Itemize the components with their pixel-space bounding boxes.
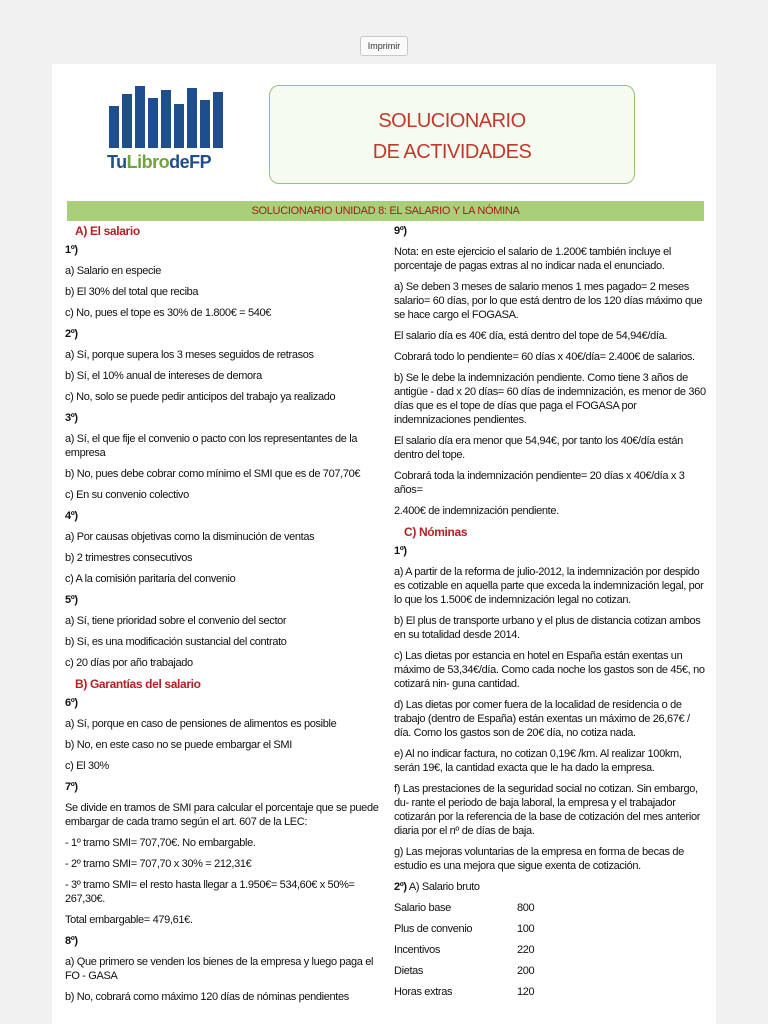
table-row: Horas extras 120 [394, 986, 535, 998]
table-row: Plus de convenio 100 [394, 923, 535, 935]
answer: a) A partir de la reforma de julio-2012, la indemnización por despido es cotizable en aquella parte que exceda la indemnización legal, por lo que los 1.500€ de indemnización legal no cotizan. [394, 566, 704, 606]
print-button[interactable]: Imprimir [360, 36, 408, 56]
answer: Total embargable= 479,61€. [65, 914, 193, 926]
answer: c) A la comisión paritaria del convenio [65, 573, 236, 585]
answer: d) Las dietas por comer fuera de la localidad de residencia o de trabajo (dentro de España) están exentas un máximo de 26,67€ / día. Como los gastos son de 20€ día, no cotiza nada. [394, 699, 690, 739]
question-heading: 5º) [65, 594, 78, 606]
answer: c) No, solo se puede pedir anticipos del trabajo ya realizado [65, 391, 336, 403]
answer: a) Que primero se venden los bienes de la empresa y luego paga el FO - GASA [65, 956, 374, 982]
answer: b) No, cobrará como máximo 120 días de nóminas pendientes [65, 991, 349, 1003]
answer: Cobrará toda la indemnización pendiente= 20 días x 40€/día x 3 años= [394, 470, 685, 496]
question-heading: 9º) [394, 225, 407, 237]
answer: b) No, pues debe cobrar como mínimo el SMI que es de 707,70€ [65, 468, 361, 480]
question-heading: 4º) [65, 510, 78, 522]
logo-wordmark: TuLibrodeFP [107, 152, 212, 172]
answer: a) Por causas objetivas como la disminución de ventas [65, 531, 315, 543]
title-line-2: DE ACTIVIDADES [372, 141, 532, 163]
answer: a) Salario en especie [65, 265, 161, 277]
question-heading: 2º) [65, 328, 78, 340]
answer: Nota: en este ejercicio el salario de 1.200€ también incluye el porcentaje de pagas extras al no indicar nada el enunciado. [394, 246, 671, 272]
answer: c) El 30% [65, 760, 109, 772]
salary-table [394, 901, 534, 1006]
answer: - 3º tramo SMI= el resto hasta llegar a 1.950€= 534,60€ x 50%= 267,30€. [65, 879, 355, 905]
books-logo-icon [107, 84, 231, 148]
answer: c) No, pues el tope es 30% de 1.800€ = 540€ [65, 307, 272, 319]
section-b-heading: B) Garantías del salario [75, 677, 201, 691]
section-a-heading: A) El salario [75, 224, 140, 238]
answer: b) Sí, el 10% anual de intereses de demora [65, 370, 262, 382]
question-heading: 7º) [65, 781, 78, 793]
unit-banner: SOLUCIONARIO UNIDAD 8: EL SALARIO Y LA NÓMINA [67, 201, 704, 221]
answer: a) Sí, porque en caso de pensiones de alimentos es posible [65, 718, 337, 730]
question-heading-2: 2º) A) Salario bruto [394, 881, 480, 893]
question-heading: 8º) [65, 935, 78, 947]
table-row: Dietas 200 [394, 965, 535, 977]
section-c-heading: C) Nóminas [404, 525, 468, 539]
question-heading: 1º) [394, 545, 407, 557]
document-page [52, 64, 716, 1024]
table-row: Salario base 800 [394, 902, 535, 914]
answer: El salario día es 40€ día, está dentro del tope de 54,94€/día. [394, 330, 668, 342]
tulibrodefp-logo [107, 84, 231, 180]
right-column [394, 224, 706, 1006]
answer: c) Las dietas por estancia en hotel en España están exentas un máximo de 53,34€/día. Como cada noche los gastos son de 45€, no cotizará nin- guna cantidad. [394, 650, 705, 690]
answer: b) El 30% del total que reciba [65, 286, 199, 298]
answer: f) Las prestaciones de la seguridad social no cotizan. Sin embargo, du- rante el periodo de baja laboral, la empresa y el trabajador cotizarán por la referencia de la base de cotización del mes anterior diaria por el nº de días de baja. [394, 783, 701, 837]
answer: a) Se deben 3 meses de salario menos 1 mes pagado= 2 meses salario= 60 días, por lo que está dentro de los 120 días máximo que se hace cargo el FOGASA. [394, 281, 703, 321]
answer: - 1º tramo SMI= 707,70€. No embargable. [65, 837, 256, 849]
answer: 2.400€ de indemnización pendiente. [394, 505, 559, 517]
question-heading: 3º) [65, 412, 78, 424]
answer: a) Sí, el que fije el convenio o pacto con los representantes de la empresa [65, 433, 358, 459]
answer: b) Sí, es una modificación sustancial del contrato [65, 636, 287, 648]
title-box [269, 85, 635, 184]
answer: El salario día era menor que 54,94€, por tanto los 40€/día están dentro del tope. [394, 435, 683, 461]
question-heading: 6º) [65, 697, 78, 709]
answer: g) Las mejoras voluntarias de la empresa en forma de becas de estudio es una mejora que sigue exenta de cotización. [394, 846, 684, 872]
answer: Se divide en tramos de SMI para calcular el porcentaje que se puede embargar de cada tramo según el art. 607 de la LEC: [65, 802, 379, 828]
answer: a) Sí, tiene prioridad sobre el convenio del sector [65, 615, 287, 627]
answer: - 2º tramo SMI= 707,70 x 30% = 212,31€ [65, 858, 252, 870]
title-line-1: SOLUCIONARIO [378, 110, 526, 132]
left-column [65, 224, 381, 1011]
answer: e) Al no indicar factura, no cotizan 0,19€ /km. Al realizar 100km, serán 19€, la cantidad exacta que le ha dado la empresa. [394, 748, 682, 774]
answer: a) Sí, porque supera los 3 meses seguidos de retrasos [65, 349, 314, 361]
answer: b) 2 trimestres consecutivos [65, 552, 193, 564]
answer: Cobrará todo lo pendiente= 60 días x 40€/día= 2.400€ de salarios. [394, 351, 695, 363]
answer: c) En su convenio colectivo [65, 489, 189, 501]
question-heading: 1º) [65, 244, 78, 256]
answer: b) No, en este caso no se puede embargar el SMI [65, 739, 292, 751]
answer: c) 20 días por año trabajado [65, 657, 193, 669]
answer: b) Se le debe la indemnización pendiente. Como tiene 3 años de antigüe - dad x 20 días= 60 días de indemnización, es menor de 360 días que es el tope de días que paga el FOGASA por indemnizaciones pendientes. [394, 372, 706, 426]
answer: b) El plus de transporte urbano y el plus de distancia cotizan ambos en su totalidad desde 2014. [394, 615, 701, 641]
table-row: Incentivos 220 [394, 944, 535, 956]
